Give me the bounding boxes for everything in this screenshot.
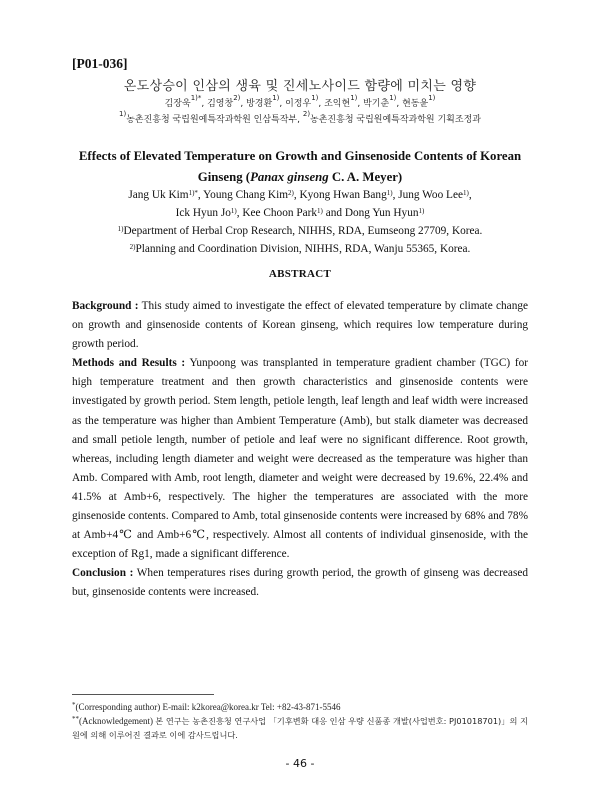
english-authors-line-2 — [0, 204, 600, 222]
english-affiliations — [0, 222, 600, 258]
english-author-6: , Kee Choon Park — [236, 207, 318, 219]
korean-author-6-mark: 1) — [389, 94, 397, 102]
korean-affiliations — [0, 112, 600, 125]
background-paragraph — [72, 297, 528, 354]
footnote-acknowledgement — [72, 714, 528, 742]
english-author-3: , Kyong Hwan Bang — [293, 189, 387, 201]
english-author-5: Ick Hyun Jo — [175, 207, 231, 219]
korean-aff-1-mark: 1) — [119, 110, 127, 118]
english-affiliation-2 — [0, 240, 600, 258]
korean-author-3-mark: 1) — [272, 94, 280, 102]
korean-title: 온도상승이 인삼의 생육 및 진세노사이드 함량에 미치는 영향 — [123, 79, 477, 94]
english-aff-2-text: Planning and Coordination Division, NIHHS, RDA, Wanju 55365, Korea. — [135, 243, 471, 255]
korean-aff-1: 농촌진흥청 국립원예특작과학원 인삼특작부, — [126, 115, 303, 125]
english-title-line-2-post: C. A. Meyer) — [328, 170, 403, 184]
abstract-heading: ABSTRACT — [268, 268, 332, 280]
english-affiliation-1 — [0, 222, 600, 240]
korean-author-3: , 방경환 — [240, 99, 273, 109]
english-title-line-1: Effects of Elevated Temperature on Growth and Ginsenoside Contents of Korean — [78, 149, 522, 163]
korean-authors — [0, 96, 600, 109]
korean-author-6: , 박기춘 — [357, 99, 390, 109]
english-author-4-mark: 1) — [462, 189, 469, 197]
footnote-1-text: (Corresponding author) E-mail: k2korea@korea.kr Tel: +82-43-871-5546 — [75, 702, 341, 712]
abstract-body — [72, 297, 528, 603]
english-authors-line-1: Jang Uk Kim$^{1)*}$, Young Chang Kim$^{2)}$, Kyong Hwan Bang$^{1)}$, Jung Woo Lee$^{1)}$, — [128, 189, 472, 201]
conclusion-paragraph — [72, 564, 528, 602]
species-name: Panax ginseng — [250, 170, 329, 184]
english-author-3-mark: 1) — [386, 189, 393, 197]
english-author-6-mark: 1) — [317, 207, 323, 215]
conclusion-text: When temperatures rises during growth period, the growth of ginseng was decreased but, ginsenoside contents were increased. — [72, 567, 529, 599]
korean-author-4: , 이정우 — [279, 99, 312, 109]
paper-code: [P01-036] — [72, 56, 128, 71]
english-title-line-2 — [0, 167, 600, 188]
english-authors — [0, 186, 600, 222]
korean-author-5: , 조익현 — [318, 99, 351, 109]
background-text: This study aimed to investigate the effect of elevated temperature by climate change on growth and ginsenoside contents of Korean ginseng, which requires low temperature during growth period. — [72, 300, 529, 351]
footnote-2-text: 본 연구는 농촌진흥청 연구사업 「기후변화 대응 인삼 우량 신품종 개발(사업번호: PJ01018701)」의 지원에 의해 이루어진 결과로 이에 감사드립니다. — [72, 716, 528, 740]
english-author-2: , Young Chang Kim — [197, 189, 288, 201]
korean-author-2-mark: 2) — [233, 94, 241, 102]
english-author-7: and Dong Yun Hyun — [322, 207, 419, 219]
methods-text: Yunpoong was transplanted in temperature gradient chamber (TGC) for high temperature treatment and then growth characteristics and ginsenoside contents were investigated by growth period. Stem length, petiole length, leaf length and leaf width were increased as the temperature was higher than Ambient Temperature (Amb), but stalk diameter was decreased and small petiole length, number of petiole and leaf were no significant difference. Root growth, whereas, including length diameter and weight were decreased as the temperature was higher than Amb. Compared with Amb, root length, diameter and weight were decreased by 19.6%, 22.4% and 41.5% at Amb+6, respectively. The higher the temperatures are associated with the more ginsenoside contents. Compared to Amb, total ginsenoside contents were increased by 68% and 78% at Amb+4℃ and Amb+6℃, respectively. Almost all contents of individual ginsenoside, with the exception of Rg1, made a significant difference. — [72, 357, 528, 561]
korean-author-2: , 김영창 — [201, 99, 234, 109]
footnote-corresponding — [72, 700, 528, 714]
korean-author-7: , 현동윤 — [396, 99, 429, 109]
korean-author-1: 김장욱 — [164, 99, 191, 109]
footnote-1-mark: * — [72, 701, 76, 709]
korean-aff-2: 농촌진흥청 국립원예특작과학원 기획조정과 — [310, 115, 481, 125]
english-author-1-mark: 1)* — [188, 189, 198, 197]
methods-label: Methods and Results : — [72, 357, 186, 370]
english-aff-2-mark: 2) — [129, 243, 136, 251]
english-aff-1-mark: 1) — [117, 225, 124, 233]
english-title-line-2-pre: Ginseng ( — [197, 170, 251, 184]
english-author-7-mark: 1) — [418, 207, 425, 215]
english-author-4: , Jung Woo Lee — [392, 189, 463, 201]
english-aff-1-text: Department of Herbal Crop Research, NIHHS, RDA, Eumseong 27709, Korea. — [123, 225, 483, 237]
background-label: Background : — [72, 300, 139, 312]
page-number: - 46 - — [285, 757, 315, 770]
footnote-divider — [72, 694, 214, 695]
english-author-1: Jang Uk Kim — [128, 189, 189, 201]
english-title — [0, 146, 600, 188]
conclusion-label: Conclusion : — [72, 567, 134, 580]
footnote-2-mark: ** — [72, 715, 79, 723]
footnote-2-lead: (Acknowledgement) — [79, 716, 156, 726]
korean-author-1-mark: 1)* — [190, 94, 202, 102]
korean-author-4-mark: 1) — [311, 94, 319, 102]
korean-aff-2-mark: 2) — [302, 110, 311, 118]
methods-paragraph — [72, 354, 528, 564]
korean-author-7-mark: 1) — [428, 94, 436, 102]
english-author-2-mark: 2) — [288, 189, 294, 197]
korean-author-5-mark: 1) — [350, 94, 358, 102]
english-author-5-mark: 1) — [230, 207, 237, 215]
